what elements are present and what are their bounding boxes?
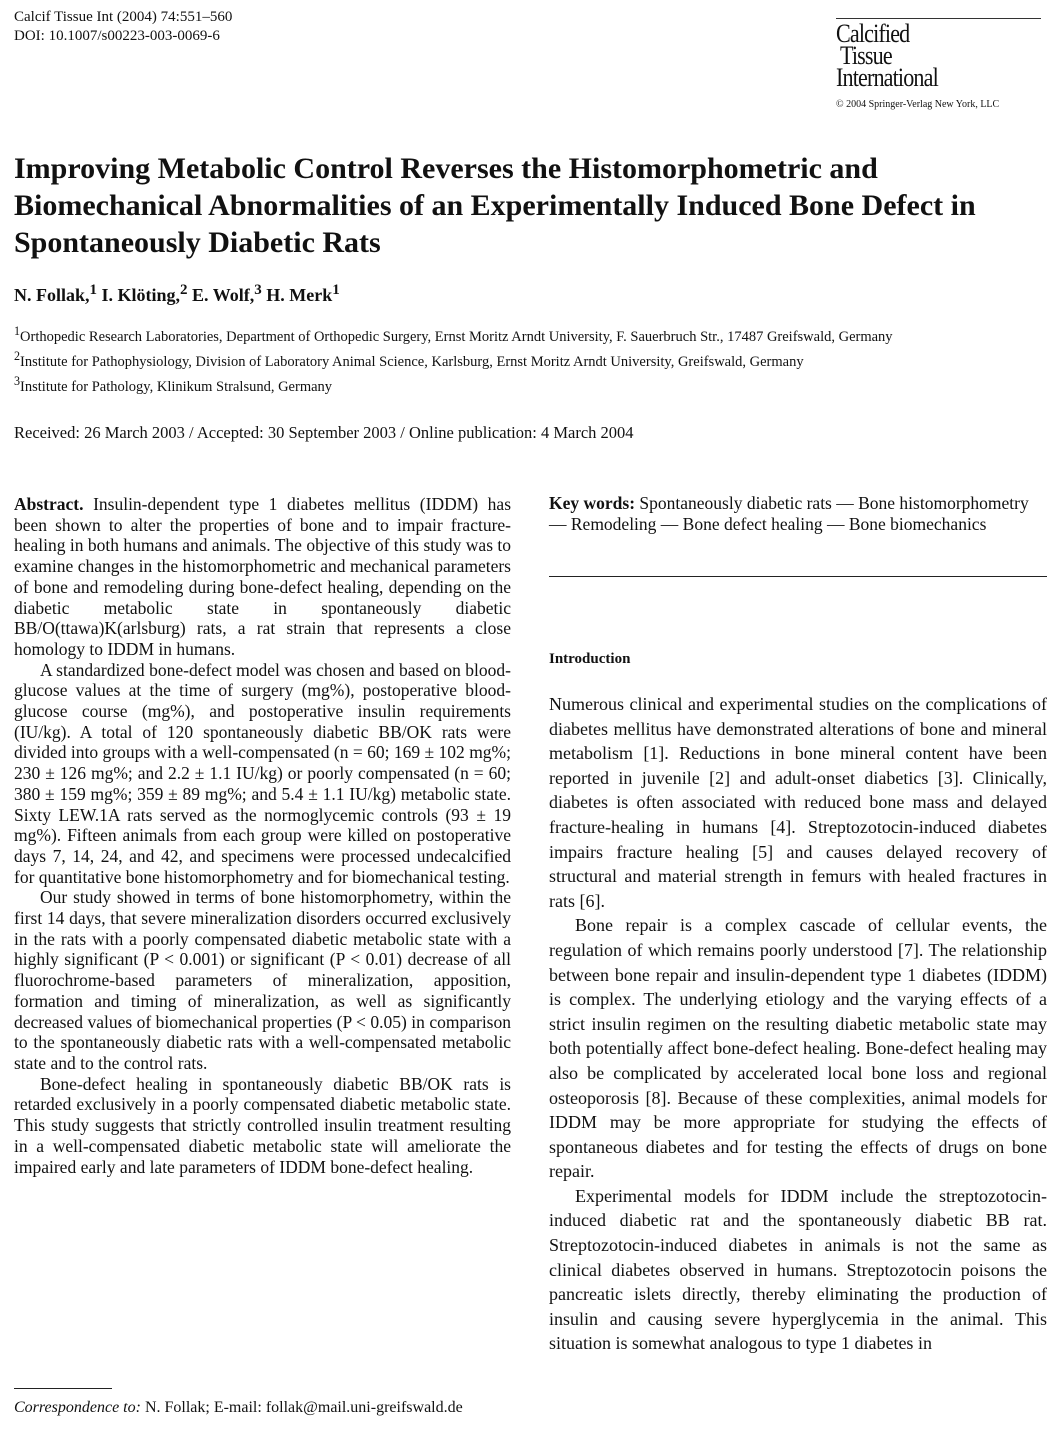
journal-logo [836, 18, 1041, 110]
logo-line-3: International [836, 63, 938, 92]
author-2: I. Klöting,$^2$ [101, 282, 188, 305]
intro-p1: Numerous clinical and experimental studies on the complications of diabetes mellitus have demonstrated alterations of bone and mineral metabolism [1]. Reductions in bone mineral content have been reported in juvenile [2] and adult-onset diabetics [3]. Clinically, diabetes is often associated with reduced bone mass and delayed fracture-healing in humans [4]. Streptozotocin-induced diabetes impairs fracture healing [5] and causes delayed recovery of structural and material strength in femurs with healed fractures in rats [6]. [549, 694, 1047, 911]
logo-line-2: Tissue [840, 41, 892, 70]
keywords-rule [549, 576, 1047, 577]
abstract-p1: Abstract. Insulin-dependent type 1 diabetes mellitus (IDDM) has been shown to alter the properties of bone and to impair fracture-healing in both humans and animals. The objective of this study was to examine changes in the histomorphometric and mechanical parameters of bone and remodeling during bone-defect healing, depending on the diabetic metabolic state in spontaneously diabetic BB/O(ttawa)K(arlsburg) rats, a rat strain that represents a close homology to IDDM in humans. [14, 494, 512, 659]
correspondence-label: Correspondence to: [14, 1399, 141, 1416]
paper-title: Improving Metabolic Control Reverses the Histomorphometric and Biomechanical Abnormalities of an Experimentally Induced Bone Defect in Spontaneously Diabetic Rats [14, 152, 976, 259]
keywords [549, 493, 1047, 534]
logo-line-1: Calcified [836, 19, 910, 48]
affiliations [14, 322, 1044, 396]
intro-p2: Bone repair is a complex cascade of cellular events, the regulation of which remains poorly understood [7]. The relationship between bone repair and insulin-dependent type 1 diabetes (IDDM) is complex. The underlying etiology and the varying effects of a strict insulin regimen on the resulting diabetic metabolic state may both potentially affect bone-defect healing. Bone-defect healing may also be complicated by accelerated local bone loss and regional osteoporosis [8]. Because of these complexities, animal models for IDDM may be more appropriate for studying the effects of spontaneous diabetes and for testing the effects of drugs on bone repair. [549, 915, 1047, 1182]
affiliation-3: $^3$Institute for Pathology, Klinikum Stralsund, Germany [14, 373, 333, 395]
keywords-label: Key words: [549, 493, 636, 513]
journal-doi: DOI: 10.1007/s00223-003-0069-6 [14, 28, 220, 44]
footnote-rule [14, 1388, 112, 1389]
keywords-text: Spontaneously diabetic rats — Bone histomorphometry — Remodeling — Bone defect healing — Bone biomechanics [549, 493, 1029, 534]
section-heading-introduction: Introduction [549, 651, 631, 667]
author-3: E. Wolf,$^3$ [192, 282, 262, 305]
abstract [14, 494, 511, 1177]
abstract-p4: Bone-defect healing in spontaneously diabetic BB/OK rats is retarded exclusively in a poorly compensated diabetic metabolic state. This study suggests that strictly controlled insulin treatment resulting in a well-compensated diabetic metabolic state will ameliorate the impaired early and late parameters of IDDM bone-defect healing. [14, 1073, 511, 1177]
affiliation-1: $^1$Orthopedic Research Laboratories, Department of Orthopedic Surgery, Ernst Moritz Arndt University, F. Sauerbruch Str., 17487 Greifswald, Germany [14, 324, 893, 345]
copyright: © 2004 Springer-Verlag New York, LLC [836, 99, 1000, 110]
introduction-body [549, 692, 1047, 1356]
correspondence [14, 1398, 511, 1418]
journal-citation: Calcif Tissue Int (2004) 74:551–560 [14, 9, 233, 25]
journal-header [14, 8, 232, 46]
abstract-p2: A standardized bone-defect model was chosen and based on blood-glucose values at the time of surgery (mg%), postoperative blood-glucose course (mg%), and postoperative insulin requirements (IU/kg). A total of 120 spontaneously diabetic BB/OK rats were divided into groups with a well-compensated (n = 60; 169 ± 102 mg%; 230 ± 126 mg%; and 2.2 ± 1.1 IU/kg) or poorly compensated (n = 60; 380 ± 159 mg%; 359 ± 89 mg%; and 5.4 ± 1.1 IU/kg) metabolic state. Sixty LEW.1A rats served as the normoglycemic controls (93 ± 19 mg%). Fifteen animals from each group were killed on postoperative days 7, 14, 24, and 42, and specimens were processed undecalcified for quantitative bone histomorphometry and for biomechanical testing. [14, 659, 511, 887]
correspondence-text: N. Follak; E-mail: follak@mail.uni-greifswald.de [144, 1399, 463, 1416]
intro-p3: Experimental models for IDDM include the streptozotocin-induced diabetic rat and the spontaneously diabetic BB rat. Streptozotocin-induced diabetes in animals is not the same as clinical diabetes observed in humans. Streptozotocin poisons the pancreatic islets directly, thereby eliminating the production of insulin and causing severe hyperglycemia in the animal. This situation is somewhat analogous to type 1 diabetes in [549, 1185, 1047, 1354]
publication-dates: Received: 26 March 2003 / Accepted: 30 September 2003 / Online publication: 4 March 2004 [14, 423, 634, 442]
abstract-label: Abstract. [14, 494, 84, 514]
affiliation-2: $^2$Institute for Pathophysiology, Division of Laboratory Animal Science, Karlsburg, Ernst Moritz Arndt University, Greifswald, Germany [14, 348, 804, 370]
author-4: H. Merk$^1$ [266, 282, 340, 305]
abstract-p3: Our study showed in terms of bone histomorphometry, within the first 14 days, that severe mineralization disorders occurred exclusively in the rats with a poorly compensated diabetic metabolic state with a highly significant (P < 0.001) or significant (P < 0.01) decrease of all fluorochrome-based parameters of mineralization, apposition, formation and timing of mineralization, as well as significantly decreased values of biomechanical properties (P < 0.05) in comparison to the spontaneously diabetic rats with a well-compensated metabolic state and to the control rats. [14, 887, 511, 1073]
author-list [14, 282, 340, 306]
author-1: N. Follak,$^1$ [14, 282, 98, 305]
